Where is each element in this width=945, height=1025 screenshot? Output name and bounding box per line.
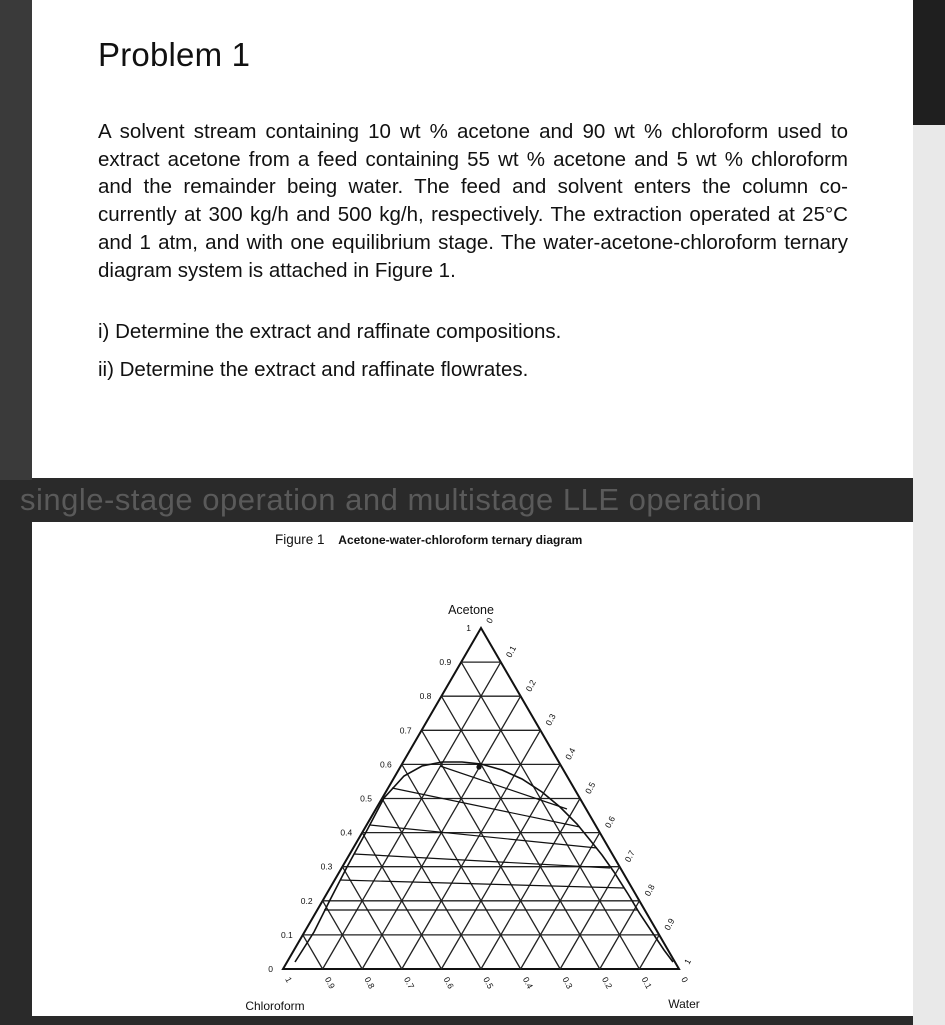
right-axis-tick-label: 0.1 [503,643,519,660]
grid-line-water [560,867,619,969]
tie-line [354,854,610,868]
ternary-grid [280,628,679,969]
question-2: ii) Determine the extract and raffinate flowrates. [98,358,529,381]
grid-line-water [639,935,659,969]
grid-line-water [320,662,501,969]
right-axis-tick-label: 0.8 [642,882,657,898]
left-axis-tick-label: 0.9 [439,657,452,668]
right-axis-tick-label: 0.9 [662,916,677,932]
left-axis-tick-label: 1 [466,623,471,633]
bottom-axis-tick-label: 0.8 [362,975,377,991]
bottom-axis-tick-label: 0.4 [520,975,536,991]
left-axis-tick-label: 0 [268,964,273,974]
bottom-axis-tick-label: 1 [283,975,295,985]
left-axis-tick-label: 0.5 [360,793,372,804]
vertex-label-water: Water [668,997,700,1011]
figure-title: Acetone-water-chloroform ternary diagram [338,533,583,547]
ternary-diagram [32,522,913,1016]
left-axis-tick-label: 0.1 [280,929,293,940]
bottom-axis-tick-label: 0.2 [600,975,615,991]
left-axis-tick-label: 0.8 [419,691,432,702]
left-axis-tick-label: 0.6 [379,759,392,770]
right-axis-tick-label: 0 [483,616,495,625]
problem-title: Problem 1 [98,36,251,73]
bottom-axis-tick-label: 0 [679,975,691,985]
bottom-axis-tick-label: 0.1 [639,975,655,991]
bottom-axis-tick-label: 0.9 [322,975,338,991]
left-axis-tick-label: 0.4 [340,827,353,838]
figure-number: Figure 1 [275,532,325,547]
figure-card [32,522,913,1016]
bottom-axis-tick-label: 0.7 [402,975,417,991]
background-heading: single-stage operation and multistage LLE operation [20,482,763,517]
right-axis-tick-label: 0.3 [543,712,558,728]
tie-line [340,880,624,888]
left-axis-tick-label: 0.7 [399,725,412,736]
bottom-axis-tick-label: 0.6 [441,975,457,991]
tie-line [392,788,580,827]
grid-line-chloroform [303,935,323,969]
bottom-axis-tick-label: 0.3 [560,975,575,991]
right-axis-tick-label: 0.5 [582,780,598,796]
right-axis-tick-label: 0.7 [622,848,637,864]
vertex-label-chloroform: Chloroform [245,999,305,1013]
plait-point [476,764,481,769]
background-right-strip [913,125,945,1025]
right-axis-tick-label: 0.2 [523,678,538,694]
right-axis-tick-label: 0.6 [602,814,618,830]
problem-card [32,0,913,478]
left-axis-tick-label: 0.2 [300,895,313,906]
right-axis-tick-label: 0.4 [563,746,578,762]
left-axis-tick-label: 0.3 [320,861,333,872]
vertex-label-acetone: Acetone [448,603,494,617]
background-left-panel [0,0,32,480]
grid-line-chloroform [461,662,639,969]
right-axis-tick-label: 1 [681,957,693,966]
question-1: i) Determine the extract and raffinate compositions. [98,320,562,343]
problem-statement: A solvent stream containing 10 wt % acetone and 90 wt % chloroform used to extract acetone from a feed containing 55 wt % acetone and 5 wt % chloroform and the remainder being water. The feed and solvent enters the column co-currently at 300 kg/h and 500 kg/h, respectively. The extraction operated at 25°C and 1 atm, and with one equilibrium stage. The water-acetone-chloroform ternary diagram system is attached in Figure 1. [98,120,848,282]
bottom-axis-tick-label: 0.5 [481,975,496,991]
